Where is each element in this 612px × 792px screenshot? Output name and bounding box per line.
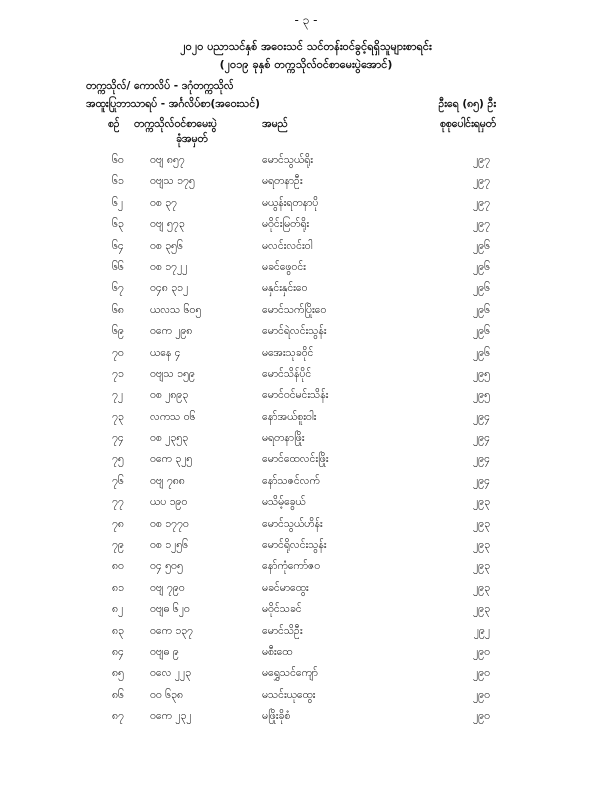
student-name: မောင်သွယ်ရိုး [262, 154, 313, 166]
table-row [0, 407, 612, 428]
results-table [0, 150, 612, 728]
row-number: ၇၀ [112, 346, 124, 359]
table-row [0, 343, 612, 364]
row-number: ၆၈ [112, 303, 124, 316]
roll-number: ဝဗျ ၇၈၈ [150, 474, 185, 487]
table-row [0, 321, 612, 342]
university-label: တက္ကသိုလ်/ ကောလိပ် - ဒဂုံတက္ကသိုလ် [86, 80, 234, 92]
student-name: မရတနာဖြိုး [262, 432, 305, 445]
table-row [0, 492, 612, 513]
row-number: ၆၇ [112, 282, 124, 295]
student-name: မသိမ့်ခွေယ် [262, 496, 306, 509]
student-name: မလင်းလင်းဝါ [262, 239, 313, 252]
table-row [0, 642, 612, 663]
total-score: ၂၉၄ [473, 474, 490, 487]
total-score: ၂၉၅ [473, 389, 490, 402]
table-row [0, 535, 612, 556]
total-score: ၂၉၄ [473, 410, 490, 423]
total-score: ၂၉၇ [473, 218, 490, 231]
table-row [0, 300, 612, 321]
total-score: ၂၉၃ [473, 581, 490, 594]
row-number: ၇၆ [112, 474, 124, 487]
roll-number: ဝဗျဓ ၆၂၀ [150, 603, 190, 616]
student-name: မောင်သွယ်ဟိန်း [262, 517, 323, 530]
roll-number: ဝစ ၃၇ [150, 196, 177, 209]
table-row [0, 150, 612, 171]
student-name: မအေးသုခဝိုင် [262, 346, 314, 359]
student-name: နော်သဇင်လက် [262, 474, 320, 487]
roll-number: ဝစ ၂၈၉၃ [150, 389, 189, 402]
student-name: နော်ကုံကော်ဇဝ [262, 560, 321, 573]
total-score: ၂၉၄ [473, 432, 490, 445]
table-row [0, 663, 612, 684]
total-score: ၂၉၇ [473, 196, 490, 209]
header-no: စဉ် [108, 118, 120, 130]
student-name: နော်အယ်စူးဝါး [262, 410, 317, 423]
student-name: မဝိုင်သခင် [262, 603, 302, 616]
student-name: မောင်သက်ပြိုးဝေ [262, 303, 327, 316]
total-score: ၂၉၆ [473, 282, 490, 295]
roll-number: ယလသ ၆၀၅ [150, 303, 202, 316]
table-row [0, 578, 612, 599]
subject-label: အထူးပြုဘာသာရပ် - အင်္ဂလိပ်စာ(အဝေးသင်) [86, 98, 260, 110]
roll-number: ဝဗျ ၅၇၃ [150, 218, 185, 231]
row-number: ၇၄ [112, 432, 124, 445]
row-number: ၈၆ [112, 688, 124, 701]
table-row [0, 385, 612, 406]
row-number: ၈၀ [112, 560, 124, 573]
row-number: ၈၅ [112, 667, 124, 680]
student-name: မသင်းယုထွေး [262, 688, 316, 701]
row-number: ၇၃ [112, 410, 124, 423]
row-number: ၆၃ [112, 218, 124, 231]
row-number: ၆၉ [112, 325, 124, 338]
roll-number: ဝကေ ၃၂၅ [150, 453, 193, 466]
student-name: မနှင်းနှင်းဝေ [262, 282, 308, 295]
student-name: မရွှေသင်ကျော် [262, 667, 318, 680]
header-roll-number: တက္ကသိုလ်ဝင်စာမေးပွဲ [134, 118, 217, 130]
total-score: ၂၉၃ [473, 539, 490, 552]
table-row [0, 599, 612, 620]
total-score: ၂၉၇ [473, 175, 490, 188]
row-number: ၆၄ [112, 239, 124, 252]
table-row [0, 364, 612, 385]
total-score: ၂၉၃ [473, 560, 490, 573]
student-name: မရတနာဦး [262, 175, 303, 188]
total-score: ၂၉၃ [473, 496, 490, 509]
table-row [0, 236, 612, 257]
table-row [0, 556, 612, 577]
table-row [0, 471, 612, 492]
row-number: ၆၀ [112, 154, 124, 166]
total-score: ၂၉၆ [473, 346, 490, 359]
row-number: ၆၆ [112, 260, 124, 273]
roll-number: ဝဗျဓ ၉ [150, 645, 179, 658]
roll-number: ဝလေ ၂၂၃ [150, 667, 192, 680]
table-row [0, 214, 612, 235]
row-number: ၈၃ [112, 624, 124, 637]
table-row [0, 514, 612, 535]
student-name: မောင်ရဲလင်းသွန်း [262, 325, 327, 338]
row-number: ၇၉ [112, 539, 124, 552]
roll-number: ဝစ ၂၃၅၃ [150, 432, 189, 445]
table-row [0, 278, 612, 299]
total-score: ၂၉၇ [473, 154, 490, 166]
total-score: ၂၉၆ [473, 260, 490, 273]
student-name: မခင်မာထွေး [262, 581, 309, 594]
total-score: ၂၉၀ [473, 688, 490, 701]
total-score: ၂၉၆ [473, 303, 490, 316]
row-number: ၈၄ [112, 645, 124, 658]
roll-number: ဝစ ၃၅၆ [150, 239, 183, 252]
row-number: ၇၈ [112, 517, 124, 530]
total-score: ၂၉၂ [473, 624, 490, 637]
student-name: မောင်ဝင်မင်းသိန်း [262, 389, 329, 402]
title-line-1: ၂၀၂၀ ပညာသင်နှစ် အဝေးသင် သင်တန်းဝင်ခွင့်ရရှိသူများစာရင်း [180, 40, 432, 53]
roll-number: ဝ၄ ၅၀၅ [150, 560, 183, 573]
roll-number: ဝကေ ၂၉၈ [150, 325, 193, 338]
student-name: မစီးထေ [262, 645, 293, 658]
row-number: ၈၁ [112, 581, 124, 594]
header-roll-number-line2: ခုံအမှတ် [176, 133, 208, 145]
student-name: မောင်သိဦး [262, 624, 303, 637]
total-score: ၂၉၃ [473, 517, 490, 530]
table-row [0, 706, 612, 727]
total-score: ၂၉၀ [473, 667, 490, 680]
table-row [0, 621, 612, 642]
row-number: ၇၂ [112, 389, 124, 402]
header-name: အမည် [262, 118, 288, 130]
student-name: မောင်သိန်ပိုင် [262, 367, 312, 380]
student-name: မခင်ဖွေဝင်း [262, 260, 306, 273]
roll-number: ဝကေ ၁၃၇ [150, 624, 193, 637]
row-number: ၆၁ [112, 175, 124, 188]
student-name: မောင်ထေလင်းဖြိုး [262, 453, 329, 466]
table-row [0, 171, 612, 192]
total-score: ၂၉၄ [473, 453, 490, 466]
total-score: ၂၉၀ [473, 710, 490, 723]
roll-number: ယနေ ၄ [150, 346, 181, 359]
roll-number: ဝစ ၁၇၇၀ [150, 517, 189, 530]
table-row [0, 257, 612, 278]
roll-number: ဝ၀ ၆၃၈ [150, 688, 183, 701]
row-number: ၇၁ [112, 367, 124, 380]
row-number: ၈၇ [112, 710, 124, 723]
roll-number: ဝစ ၁၇၂၂ [150, 260, 188, 273]
student-name: မောင်ရိုလင်းသွန်း [262, 539, 327, 552]
page-number: - ၃ - [294, 13, 318, 27]
table-row [0, 428, 612, 449]
row-number: ၈၂ [112, 603, 124, 616]
title-line-2: (၂၀၁၉ ခုနှစ် တက္ကသိုလ်ဝင်စာမေးပွဲအောင်) [219, 58, 393, 71]
roll-number: ဝဗျသ ၁၇၅ [150, 175, 195, 188]
roll-number: ဝစ ၁၂၅၆ [150, 539, 189, 552]
total-score: ၂၉၀ [473, 645, 490, 658]
table-row [0, 685, 612, 706]
total-count: ဦးရေ (၈၅) ဦး [438, 98, 496, 110]
roll-number: ယပ ၁၉၀ [150, 496, 188, 509]
row-number: ၇၇ [112, 496, 124, 509]
header-total-score: စုစုပေါင်းရမှတ် [439, 118, 496, 130]
table-row [0, 193, 612, 214]
roll-number: ဝဗျသ ၁၅၉ [150, 367, 195, 380]
total-score: ၂၉၆ [473, 325, 490, 338]
row-number: ၇၅ [112, 453, 124, 466]
student-name: မဖြိုးခိုစံ [262, 710, 291, 723]
roll-number: ဝ၄၈ ၃၁၂ [150, 282, 189, 295]
table-row [0, 449, 612, 470]
roll-number: လကသ ၀၆ [150, 410, 196, 423]
row-number: ၆၂ [112, 196, 124, 209]
total-score: ၂၉၆ [473, 239, 490, 252]
total-score: ၂၉၅ [473, 367, 490, 380]
total-score: ၂၉၃ [473, 603, 490, 616]
student-name: မဝိုင်းမြတ်ရိုး [262, 218, 310, 231]
roll-number: ဝဗျ ၇၉၀ [150, 581, 185, 594]
student-name: မယွန်းရတနာပို [262, 196, 319, 209]
roll-number: ဝကေ ၂၃၂ [150, 710, 192, 723]
roll-number: ဝဗျ ၈၅၇ [150, 154, 185, 166]
